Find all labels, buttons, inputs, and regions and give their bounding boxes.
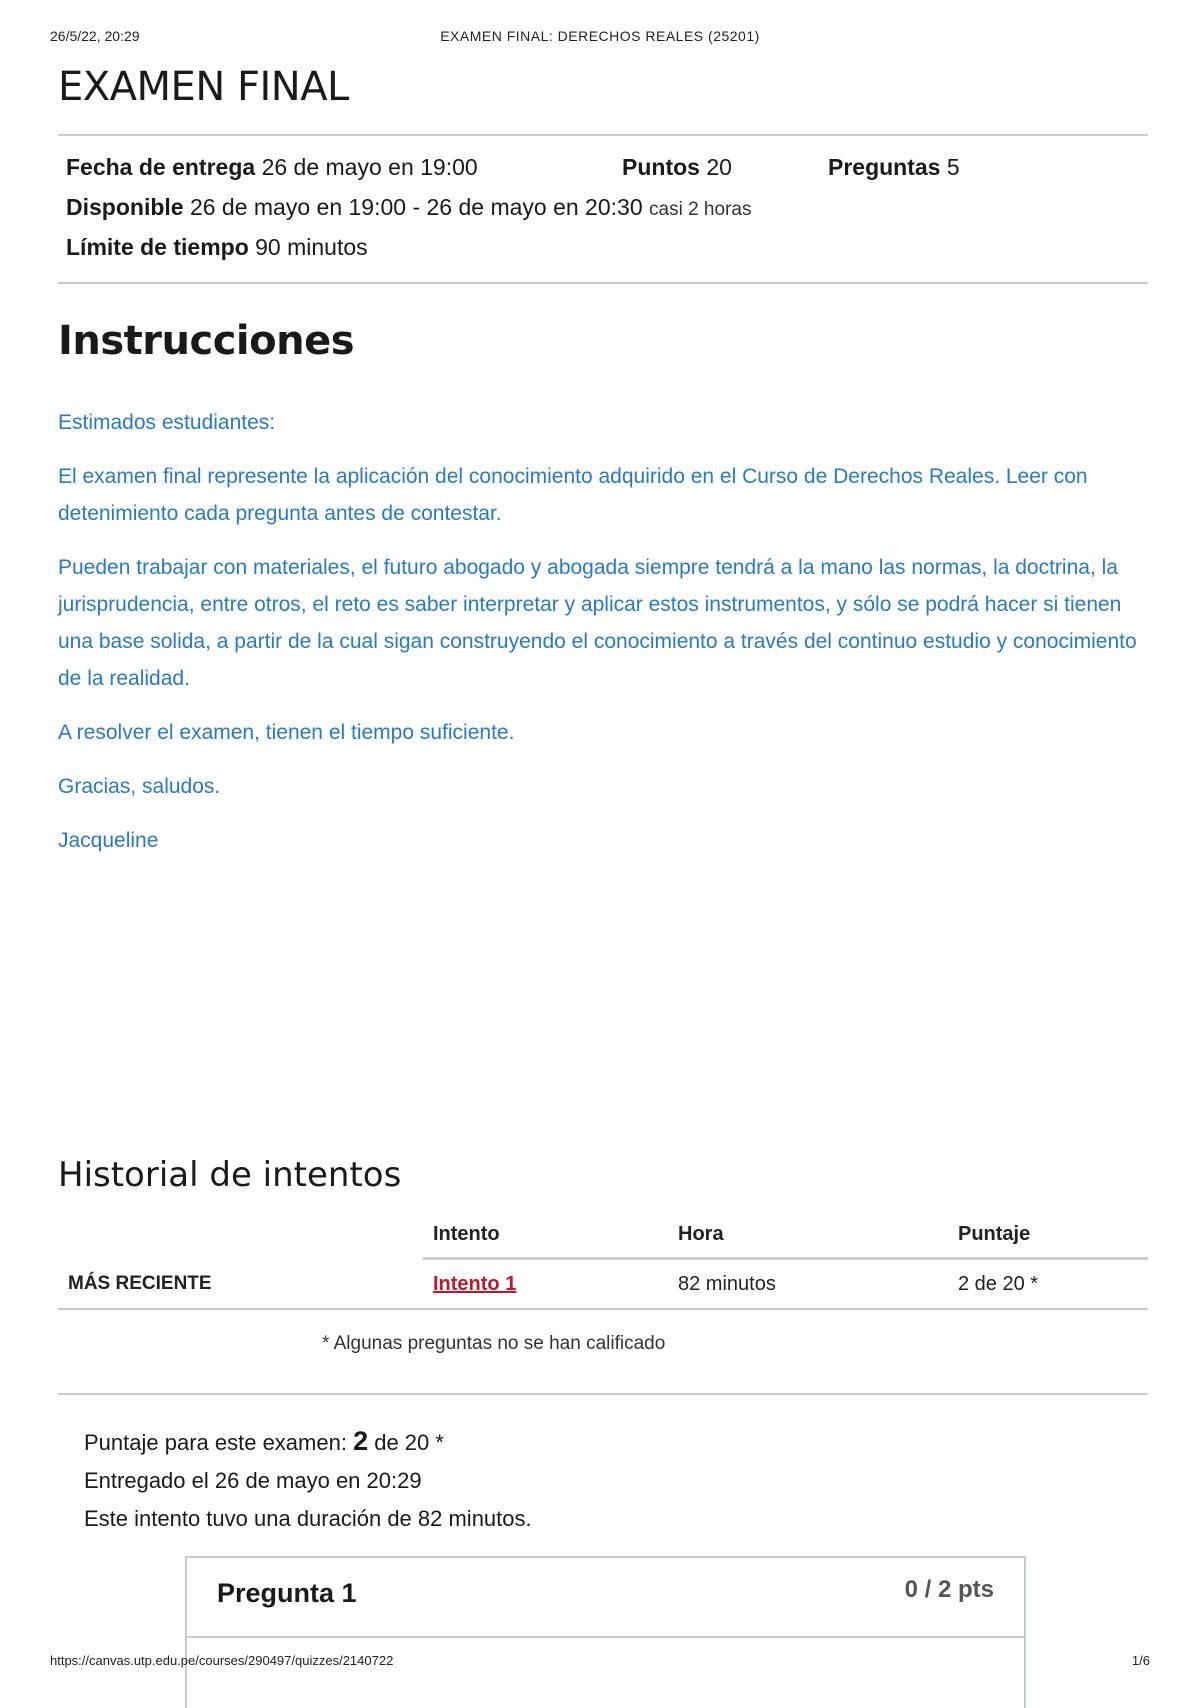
instruction-paragraph: El examen final represente la aplicación del conocimiento adquirido en el Curso de Derechos Reales. Leer con detenimiento cada pregunta antes de contestar. — [58, 465, 1088, 525]
instruction-paragraph: Jacqueline — [58, 829, 159, 852]
points-value: 20 — [706, 154, 732, 180]
print-page-number: 1/6 — [1131, 1653, 1150, 1668]
due-label: Fecha de entrega — [66, 154, 256, 180]
questions-value: 5 — [946, 154, 960, 180]
instruction-paragraph: Pueden trabajar con materiales, el futuro abogado y abogada siempre tendrá a la mano las normas, la doctrina, la jurisprudencia, entre otros, el reto es saber interpretar y aplicar estos instrumentos, y sólo se podrá hacer si tienen una base solida, a partir de la cual sigan construyendo el conocimiento a través del continuo estudio y conocimiento de la realidad. — [58, 556, 1137, 690]
print-date: 26/5/22, 20:29 — [50, 28, 140, 44]
time-limit-label: Límite de tiempo — [66, 234, 249, 260]
question-points: 0 / 2 pts — [904, 1576, 994, 1603]
table-header-row — [58, 1213, 1148, 1259]
available-note: casi 2 horas — [649, 199, 752, 220]
points — [622, 154, 732, 181]
time-limit-value: 90 minutos — [255, 234, 368, 260]
column-header-time: Hora — [668, 1213, 948, 1259]
available-label: Disponible — [66, 194, 184, 220]
questions-label: Preguntas — [828, 154, 941, 180]
ungraded-note: * Algunas preguntas no se han calificado — [322, 1333, 666, 1354]
history-heading: Historial de intentos — [58, 1155, 402, 1195]
instructions-body — [58, 404, 1158, 876]
column-header-attempt: Intento — [423, 1213, 668, 1259]
due-value: 26 de mayo en 19:00 — [261, 154, 478, 180]
instructions-heading: Instrucciones — [58, 318, 355, 364]
score-prefix: Puntaje para este examen: — [84, 1430, 354, 1455]
instruction-paragraph: Estimados estudiantes: — [58, 411, 276, 434]
available-value: 26 de mayo en 19:00 - 26 de mayo en 20:30 — [189, 194, 643, 220]
column-header-score: Puntaje — [948, 1213, 1148, 1259]
due-date — [66, 154, 478, 181]
attempt-score: 2 de 20 * — [948, 1259, 1148, 1310]
instruction-paragraph: Gracias, saludos. — [58, 775, 221, 798]
questions — [828, 154, 960, 181]
availability — [66, 194, 751, 221]
attempt-duration: Este intento tuvo una duración de 82 minutos. — [84, 1506, 532, 1531]
attempt-link[interactable]: Intento 1 — [433, 1272, 517, 1295]
exam-score — [84, 1426, 444, 1457]
question-card — [185, 1556, 1026, 1708]
score-suffix: de 20 * — [368, 1430, 444, 1455]
table-row — [58, 1259, 1148, 1310]
print-footer-url: https://canvas.utp.edu.pe/courses/290497/quizzes/2140722 — [50, 1653, 394, 1668]
divider — [58, 134, 1148, 136]
question-header — [187, 1558, 1024, 1638]
most-recent-label: MÁS RECIENTE — [58, 1259, 423, 1310]
time-limit — [66, 234, 368, 261]
divider — [58, 1393, 1148, 1395]
page-title: EXAMEN FINAL — [58, 64, 349, 110]
attempt-time: 82 minutos — [668, 1259, 948, 1310]
print-title: EXAMEN FINAL: DERECHOS REALES (25201) — [440, 28, 760, 44]
submitted-at: Entregado el 26 de mayo en 20:29 — [84, 1468, 422, 1493]
attempt-history-table — [58, 1213, 1148, 1310]
points-label: Puntos — [622, 154, 700, 180]
score-value: 2 — [353, 1426, 369, 1456]
column-header-blank — [58, 1213, 423, 1259]
instruction-paragraph: A resolver el examen, tienen el tiempo suficiente. — [58, 721, 515, 744]
divider — [58, 282, 1148, 284]
question-title: Pregunta 1 — [217, 1578, 357, 1608]
